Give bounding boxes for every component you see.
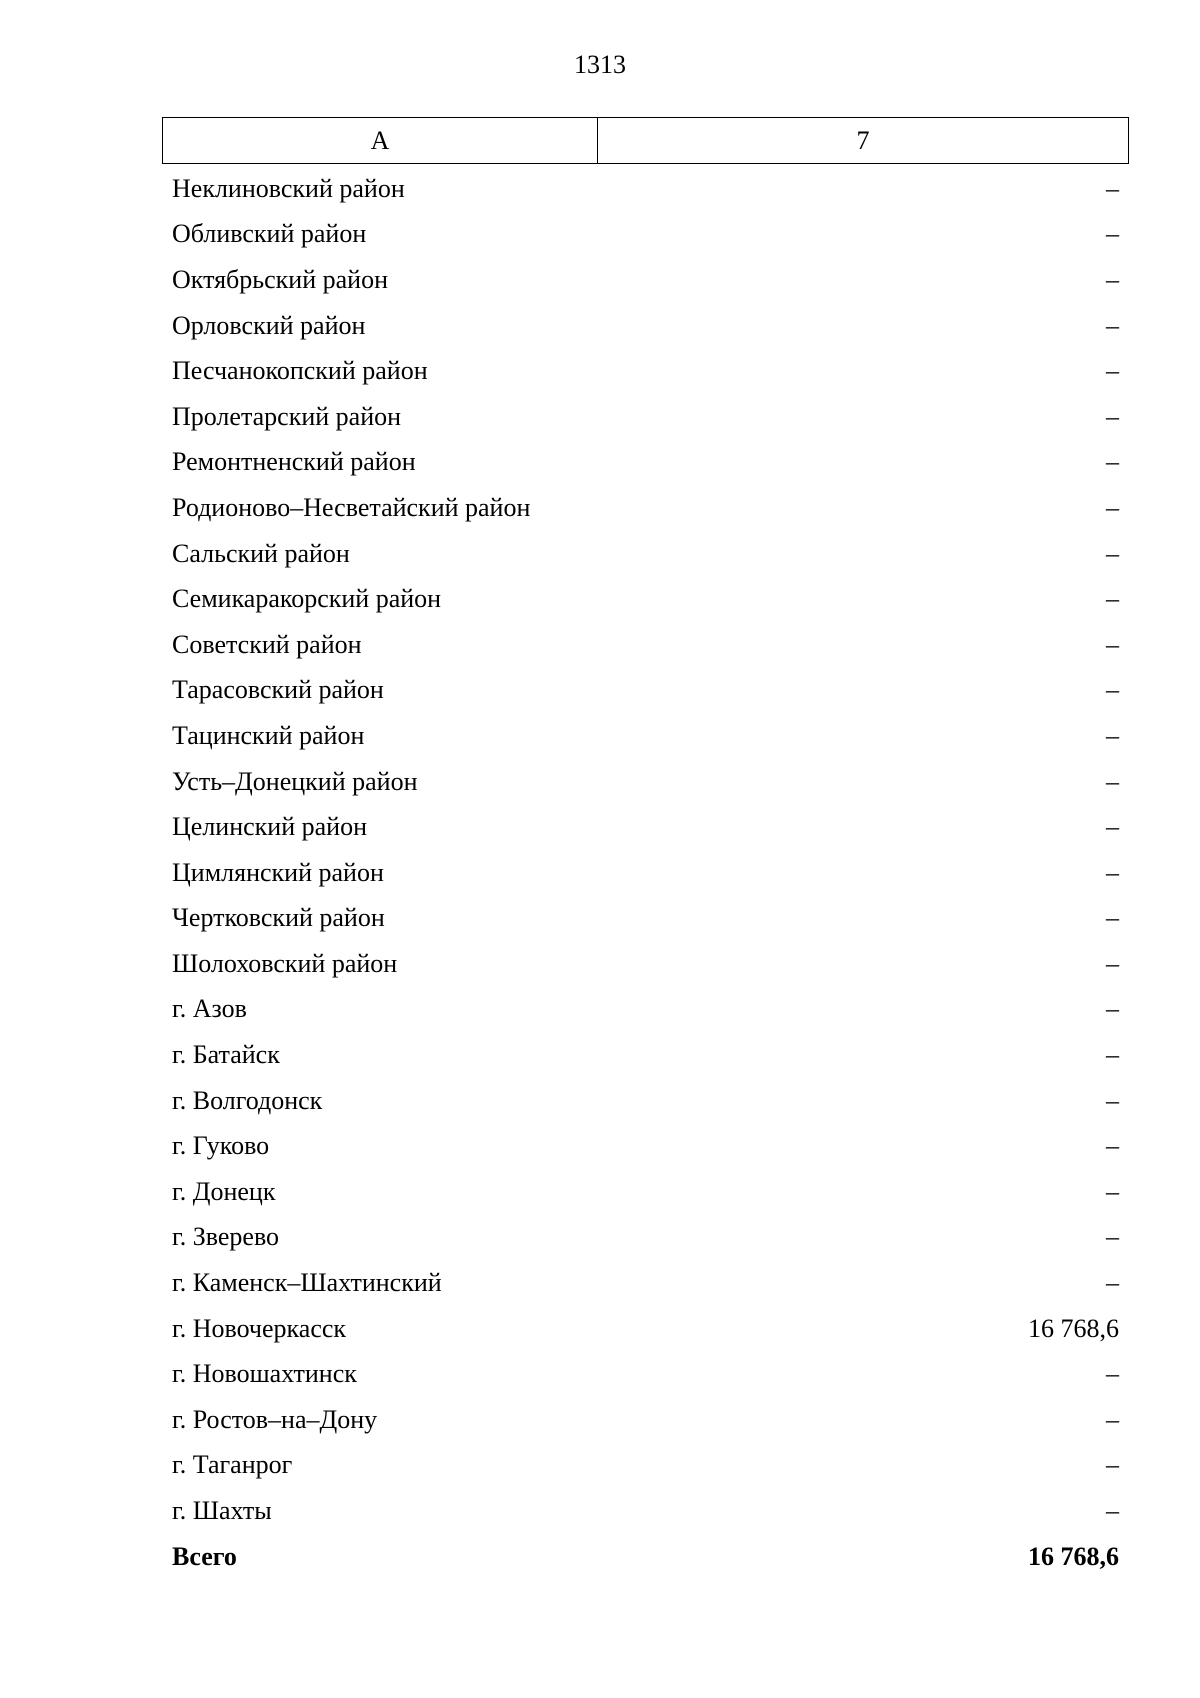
row-name: Родионово–Несветайский район [172, 492, 531, 522]
row-name: Пролетарский район [172, 401, 402, 431]
row-name: г. Гуково [172, 1131, 270, 1161]
row-value: – [1106, 1085, 1119, 1115]
row-name: Тарасовский район [172, 675, 384, 705]
table-row [162, 896, 1129, 942]
table-row [162, 622, 1129, 668]
row-name: Семикаракорский район [172, 584, 442, 614]
row-name: г. Донецк [172, 1176, 276, 1206]
row-value: – [1106, 812, 1119, 842]
table-row [162, 987, 1129, 1033]
row-name: г. Ростов–на–Дону [172, 1404, 378, 1434]
row-name: Целинский район [172, 812, 367, 842]
row-value: – [1106, 447, 1119, 477]
row-value: – [1106, 356, 1119, 386]
row-name: г. Каменск–Шахтинский [172, 1268, 442, 1298]
table-row [162, 713, 1129, 759]
table-row [162, 1306, 1129, 1352]
row-name: Усть–Донецкий район [172, 766, 418, 796]
row-value: – [1106, 1404, 1119, 1434]
row-value: – [1106, 1176, 1119, 1206]
row-name: г. Зверево [172, 1222, 280, 1252]
row-value: – [1106, 538, 1119, 568]
row-value: – [1106, 720, 1119, 750]
total-value: 16 768,6 [1028, 1541, 1119, 1571]
row-name: г. Новошахтинск [172, 1359, 357, 1389]
header-column-7: 7 [856, 125, 870, 155]
row-name: Советский район [172, 629, 362, 659]
row-name: Ремонтненский район [172, 447, 416, 477]
table-row [162, 485, 1129, 531]
row-value: – [1106, 264, 1119, 294]
row-name: Чертковский район [172, 903, 385, 933]
row-name: Орловский район [172, 310, 366, 340]
row-name: Сальский район [172, 538, 350, 568]
row-name: Шолоховский район [172, 948, 398, 978]
table-row [162, 1260, 1129, 1306]
row-name: Октябрьский район [172, 264, 388, 294]
table-row [162, 668, 1129, 714]
table-body [162, 166, 1129, 1579]
total-label: Всего [172, 1541, 237, 1571]
row-name: Неклиновский район [172, 173, 405, 203]
table-row [162, 303, 1129, 349]
table-row [162, 1078, 1129, 1124]
row-value: – [1106, 401, 1119, 431]
table-row [162, 166, 1129, 212]
row-value: – [1106, 994, 1119, 1024]
table-row [162, 576, 1129, 622]
row-value: – [1106, 492, 1119, 522]
total-row [162, 1534, 1129, 1580]
row-value: – [1106, 310, 1119, 340]
table-row [162, 348, 1129, 394]
row-name: Тацинский район [172, 720, 365, 750]
row-value: – [1106, 629, 1119, 659]
row-value: – [1106, 173, 1119, 203]
table-row [162, 257, 1129, 303]
table-header [162, 117, 1129, 164]
table-row [162, 759, 1129, 805]
row-name: г. Волгодонск [172, 1085, 323, 1115]
row-value: – [1106, 219, 1119, 249]
header-column-a: А [163, 118, 598, 163]
row-value: – [1106, 1040, 1119, 1070]
table-row [162, 1488, 1129, 1534]
row-value: – [1106, 1450, 1119, 1480]
row-name: Песчанокопский район [172, 356, 428, 386]
table-row [162, 212, 1129, 258]
table-row [162, 1032, 1129, 1078]
table-row [162, 850, 1129, 896]
row-value: – [1106, 1359, 1119, 1389]
row-value: – [1106, 1131, 1119, 1161]
table-row [162, 1169, 1129, 1215]
row-value: – [1106, 675, 1119, 705]
row-value: – [1106, 1222, 1119, 1252]
row-name: Обливский район [172, 219, 367, 249]
row-name: Цимлянский район [172, 857, 384, 887]
row-value: – [1106, 1268, 1119, 1298]
row-value: – [1106, 766, 1119, 796]
row-name: г. Шахты [172, 1496, 272, 1526]
row-name: г. Новочеркасск [172, 1313, 347, 1343]
table-row [162, 1443, 1129, 1489]
row-name: г. Таганрог [172, 1450, 293, 1480]
table-row [162, 1215, 1129, 1261]
row-value: – [1106, 1496, 1119, 1526]
page-number: 1313 [574, 50, 626, 79]
row-value: – [1106, 857, 1119, 887]
table-row [162, 394, 1129, 440]
table-row [162, 440, 1129, 486]
table-row [162, 941, 1129, 987]
row-value: – [1106, 584, 1119, 614]
row-name: г. Азов [172, 994, 247, 1024]
row-value: – [1106, 948, 1119, 978]
table-row [162, 531, 1129, 577]
table-row [162, 1123, 1129, 1169]
row-name: г. Батайск [172, 1040, 280, 1070]
row-value: – [1106, 903, 1119, 933]
table-row [162, 1397, 1129, 1443]
row-value: 16 768,6 [1028, 1313, 1119, 1343]
table-row [162, 804, 1129, 850]
table-row [162, 1351, 1129, 1397]
